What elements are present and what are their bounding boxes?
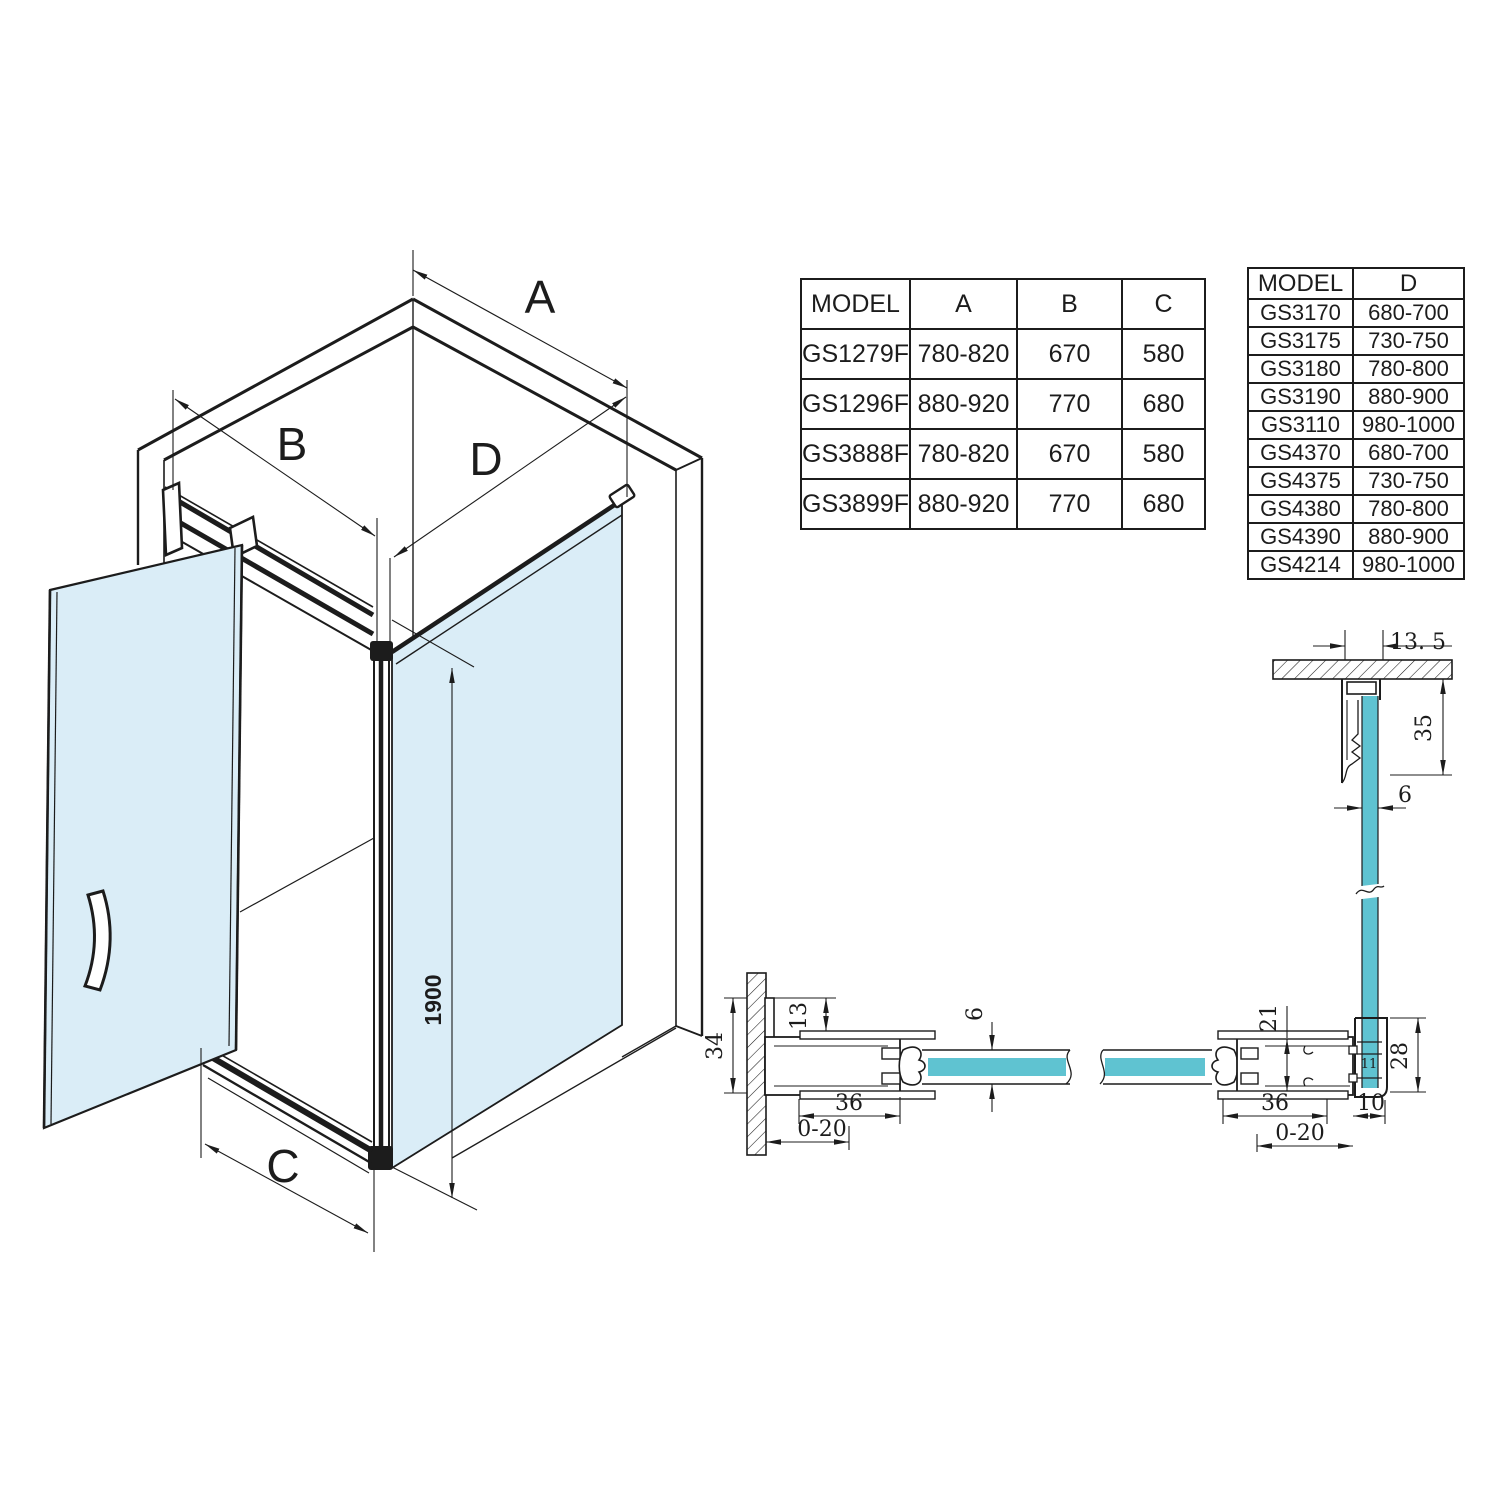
corner-and-top-profile-section xyxy=(1100,630,1452,1152)
dim-a-label: A xyxy=(524,271,556,323)
dim-13 xyxy=(774,998,836,1031)
dim-10-label: 10 xyxy=(1357,1091,1385,1116)
dim-10 xyxy=(1353,1091,1385,1124)
dim-6v-label: 6 xyxy=(1398,783,1412,808)
table-row xyxy=(1248,383,1464,411)
cell-model: GS4390 xyxy=(1248,523,1353,551)
table-row xyxy=(1248,411,1464,439)
cell-model: GS3110 xyxy=(1248,411,1353,439)
table-row xyxy=(801,379,1205,429)
table-row xyxy=(801,429,1205,479)
dim-0-20-label: 0-20 xyxy=(797,1117,847,1142)
isometric-shower-enclosure xyxy=(44,250,702,1252)
table-row xyxy=(1248,523,1464,551)
dim-35 xyxy=(1390,679,1452,775)
cell-d: 680-700 xyxy=(1353,439,1464,467)
rail-wall-bracket xyxy=(163,483,182,555)
cell-d: 730-750 xyxy=(1353,467,1464,495)
dim-28 xyxy=(1388,1018,1426,1092)
table-row xyxy=(801,479,1205,529)
pivot-door-glass xyxy=(44,545,242,1128)
table-header-row xyxy=(801,279,1205,329)
cell-d: 730-750 xyxy=(1353,327,1464,355)
cell-c: 680 xyxy=(1122,479,1205,529)
cell-model: GS3888F xyxy=(801,429,910,479)
dim-34 xyxy=(703,998,747,1093)
dim-21-label: 21 xyxy=(1257,1004,1282,1032)
dim-35-label: 35 xyxy=(1412,714,1437,742)
cell-d: 980-1000 xyxy=(1353,411,1464,439)
cell-model: GS3899F xyxy=(801,479,910,529)
door-seal-2 xyxy=(1212,1047,1238,1085)
dim-1900-label: 1900 xyxy=(420,974,446,1026)
dim-6-label: 6 xyxy=(963,1007,988,1021)
header-b: B xyxy=(1017,279,1122,329)
table-header-row xyxy=(1248,268,1464,299)
header-d: D xyxy=(1353,268,1464,299)
header-model: MODEL xyxy=(801,279,910,329)
cell-model: GS3170 xyxy=(1248,299,1353,327)
panel-top-clamp xyxy=(609,484,635,508)
cell-d: 880-900 xyxy=(1353,523,1464,551)
table-row xyxy=(1248,495,1464,523)
cell-a: 880-920 xyxy=(910,479,1017,529)
cell-model: GS1296F xyxy=(801,379,910,429)
wall-profile-section xyxy=(703,973,1071,1155)
cell-model: GS4370 xyxy=(1248,439,1353,467)
ceiling-hatch xyxy=(1273,660,1452,679)
cell-model: GS4214 xyxy=(1248,551,1353,579)
table-row xyxy=(1248,551,1464,579)
table-row xyxy=(1248,327,1464,355)
cell-c: 580 xyxy=(1122,429,1205,479)
cell-d: 980-1000 xyxy=(1353,551,1464,579)
cell-a: 880-920 xyxy=(910,379,1017,429)
cell-a: 780-820 xyxy=(910,329,1017,379)
table-row xyxy=(1248,299,1464,327)
dim-36-b-label: 36 xyxy=(1261,1091,1289,1116)
header-model: MODEL xyxy=(1248,268,1353,299)
cell-b: 670 xyxy=(1017,429,1122,479)
cell-b: 770 xyxy=(1017,479,1122,529)
dim-c-label: C xyxy=(266,1140,300,1192)
cell-c: 580 xyxy=(1122,329,1205,379)
dim-b-label: B xyxy=(276,418,308,470)
dim-a xyxy=(413,250,627,497)
dim-0-20-b xyxy=(1257,1121,1353,1152)
cell-d: 680-700 xyxy=(1353,299,1464,327)
door-seal xyxy=(899,1047,925,1085)
dim-34-label: 34 xyxy=(703,1032,728,1060)
cell-model: GS1279F xyxy=(801,329,910,379)
header-c: C xyxy=(1122,279,1205,329)
glass-break-symbol xyxy=(1356,883,1384,899)
cell-model: GS3190 xyxy=(1248,383,1353,411)
corner-post xyxy=(368,641,393,1170)
cell-d: 880-900 xyxy=(1353,383,1464,411)
dim-13-5-label: 13. 5 xyxy=(1390,630,1446,655)
dim-28-label: 28 xyxy=(1388,1042,1413,1070)
dim-13-5 xyxy=(1313,630,1452,660)
table-row xyxy=(1248,439,1464,467)
table-row xyxy=(1248,355,1464,383)
dim-0-20 xyxy=(766,1117,849,1150)
wall-hatch xyxy=(747,973,766,1155)
cell-d: 780-800 xyxy=(1353,495,1464,523)
dim-d-label: D xyxy=(469,433,503,485)
table-row xyxy=(1248,467,1464,495)
cell-a: 780-820 xyxy=(910,429,1017,479)
side-glass-panel xyxy=(392,484,635,1168)
model-d-table xyxy=(1247,267,1465,580)
cell-b: 770 xyxy=(1017,379,1122,429)
cell-b: 670 xyxy=(1017,329,1122,379)
dim-0-20-b-label: 0-20 xyxy=(1275,1121,1325,1146)
cell-model: GS3180 xyxy=(1248,355,1353,383)
cell-c: 680 xyxy=(1122,379,1205,429)
cell-model: GS4375 xyxy=(1248,467,1353,495)
header-a: A xyxy=(910,279,1017,329)
dim-13-label: 13 xyxy=(787,1002,812,1030)
table-row xyxy=(801,329,1205,379)
dim-36-label: 36 xyxy=(835,1091,863,1116)
cell-d: 780-800 xyxy=(1353,355,1464,383)
cell-model: GS3175 xyxy=(1248,327,1353,355)
dim-11-label: 11 xyxy=(1360,1057,1378,1072)
cell-model: GS4380 xyxy=(1248,495,1353,523)
model-size-table xyxy=(800,278,1206,530)
